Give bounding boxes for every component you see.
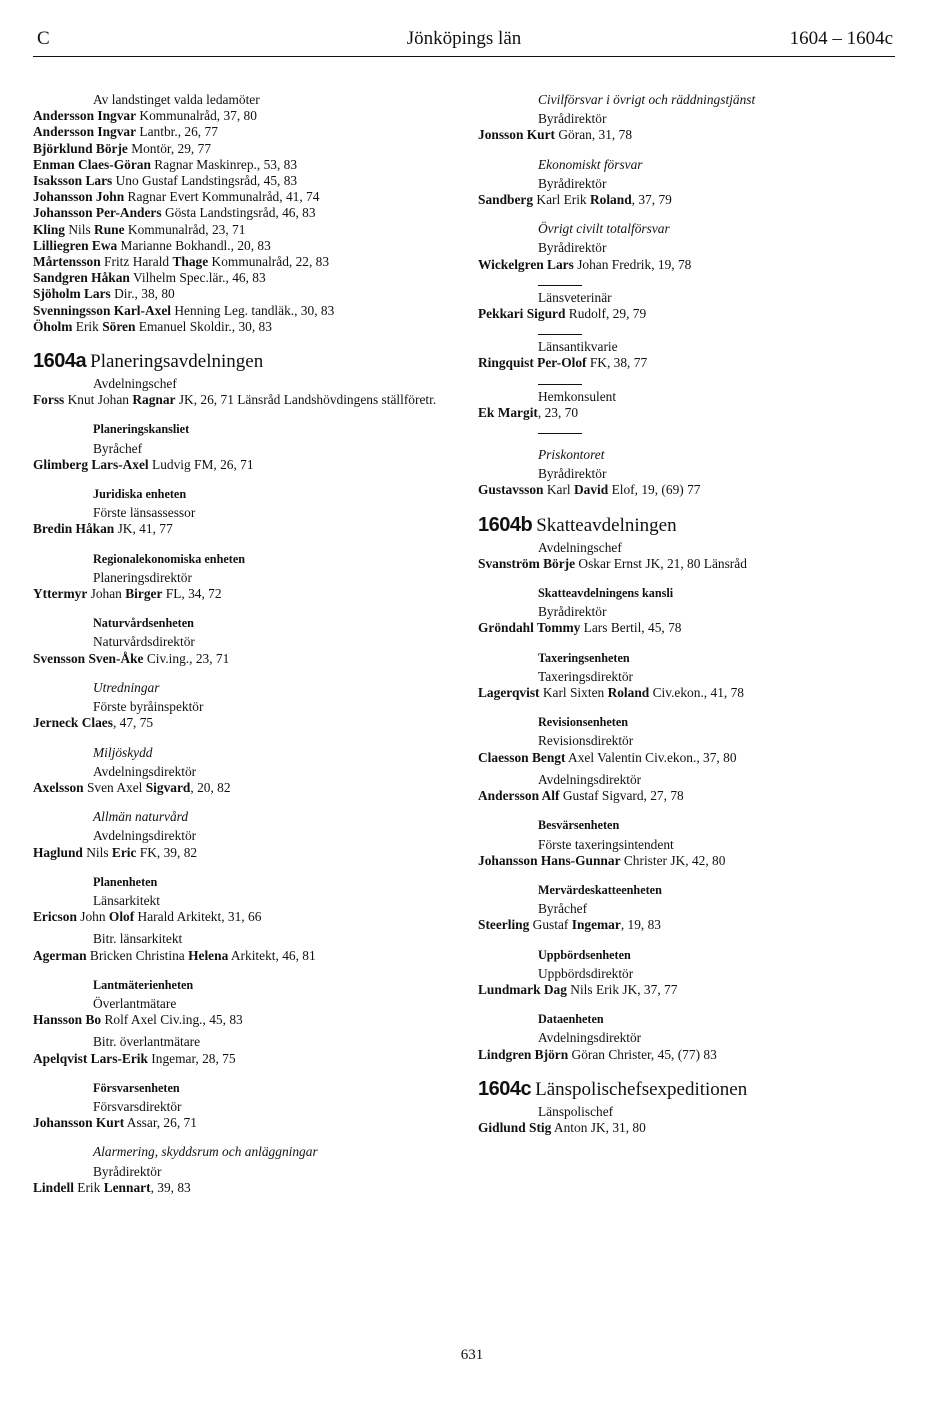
person-entry	[33, 1115, 448, 1131]
section-title: Planeringsavdelningen	[90, 351, 264, 373]
member-entry	[33, 189, 448, 205]
job-title: Avdelningsdirektör	[93, 828, 197, 844]
person-details: Montör, 29, 77	[127, 140, 212, 156]
member-entry	[33, 319, 448, 335]
person-details: Anton JK, 31, 80	[551, 1119, 646, 1135]
unit-heading: Civilförsvar i övrigt och räddningstjänst	[538, 92, 756, 107]
person-details: Gösta Landstingsråd, 46, 83	[161, 205, 316, 221]
person-details: Ludvig FM, 26, 71	[148, 456, 254, 472]
section-number: 1604b	[478, 513, 533, 536]
person-details: Uno Gustaf Landstingsråd, 45, 83	[112, 173, 298, 189]
job-title: Byrådirektör	[538, 240, 607, 256]
job-title: Naturvårdsdirektör	[93, 634, 195, 650]
job-title: Länsantikvarie	[538, 339, 618, 355]
person-name: Lennart	[103, 1179, 151, 1195]
job-title: Förste taxeringsintendent	[538, 836, 674, 852]
person-details: Kommunalråd, 23, 71	[124, 221, 246, 237]
person-name: Lilliegren Ewa	[33, 237, 118, 253]
person-details: Knut Johan	[64, 392, 133, 408]
person-name: Enman Claes-Göran	[33, 156, 151, 172]
section-title: Länspolischefsexpeditionen	[535, 1078, 748, 1100]
person-details: Kommunalråd, 22, 83	[208, 254, 330, 270]
person-entry	[33, 521, 448, 537]
job-title: Avdelningsdirektör	[538, 1030, 642, 1046]
person-details: Axel Valentin Civ.ekon., 37, 80	[565, 749, 737, 765]
unit-heading: Skatteavdelningens kansli	[538, 586, 674, 601]
person-details: Vilhelm Spec.lär., 46, 83	[129, 270, 266, 286]
separator-rule	[538, 384, 582, 385]
person-name: Gidlund Stig	[478, 1119, 552, 1135]
person-name: Bredin Håkan	[33, 521, 115, 537]
person-entry	[478, 482, 898, 498]
person-entry	[478, 1047, 898, 1063]
person-details: Lantbr., 26, 77	[136, 124, 218, 140]
person-details: FK, 38, 77	[586, 355, 648, 371]
person-name: Johansson Per-Anders	[33, 205, 162, 221]
person-details: Nils	[65, 221, 95, 237]
section-title: Skatteavdelningen	[536, 514, 677, 536]
person-name: David	[574, 482, 609, 498]
person-name: Thage	[172, 254, 209, 270]
person-details: Göran, 31, 78	[555, 127, 633, 143]
person-entry	[478, 405, 898, 421]
job-title: Byråchef	[93, 440, 143, 456]
unit-heading: Regionalekonomiska enheten	[93, 551, 246, 566]
job-title: Länsarkitekt	[93, 892, 160, 908]
list-intro: Av landstinget valda ledamöter	[93, 92, 260, 107]
section-number: 1604a	[33, 350, 87, 373]
head-title: Avdelningschef	[93, 376, 177, 392]
section-1604a-heading	[33, 349, 448, 374]
head-title: Länspolischef	[538, 1103, 614, 1119]
person-name: Andersson Alf	[478, 788, 560, 804]
person-name: Lundmark Dag	[478, 981, 567, 997]
unit-heading: Lantmäterienheten	[93, 977, 194, 992]
member-entry	[33, 286, 448, 302]
unit-heading: Planenheten	[93, 874, 158, 889]
header-title: Jönköpings län	[406, 28, 522, 49]
person-entry	[478, 192, 898, 208]
person-details: Gustaf	[529, 917, 572, 933]
header-letter: C	[37, 28, 50, 49]
job-title: Byrådirektör	[538, 466, 607, 482]
member-entry	[33, 173, 448, 189]
person-details: JK, 41, 77	[114, 521, 173, 537]
head-title: Avdelningschef	[538, 539, 622, 555]
job-title: Byrådirektör	[538, 111, 607, 127]
member-entry	[33, 238, 448, 254]
person-name: Svenningsson Karl-Axel	[33, 302, 172, 318]
unit-heading: Försvarsenheten	[93, 1080, 180, 1095]
head-entry	[478, 1120, 898, 1136]
job-title: Avdelningsdirektör	[93, 763, 197, 779]
person-name: Ek Margit	[478, 404, 538, 420]
person-details: FK, 39, 82	[136, 844, 198, 860]
person-entry	[33, 909, 448, 925]
person-name: Jerneck Claes	[33, 715, 113, 731]
unit-heading: Juridiska enheten	[93, 487, 187, 502]
job-title: Försvarsdirektör	[93, 1098, 182, 1114]
person-name: Johansson Hans-Gunnar	[478, 852, 621, 868]
job-title: Överlantmätare	[93, 995, 177, 1011]
person-name: Andersson Ingvar	[33, 108, 137, 124]
person-name: Apelqvist Lars-Erik	[33, 1050, 148, 1066]
header-range: 1604 – 1604c	[789, 28, 893, 49]
person-details: Sven Axel	[83, 779, 146, 795]
person-details: John	[76, 909, 109, 925]
person-details: Henning Leg. tandläk., 30, 83	[171, 302, 335, 318]
person-details: Christer JK, 42, 80	[620, 852, 726, 868]
person-entry	[478, 127, 898, 143]
member-entry	[33, 270, 448, 286]
person-name: Johansson Kurt	[33, 1115, 125, 1131]
person-name: Lindgren Björn	[478, 1046, 569, 1062]
person-entry	[478, 620, 898, 636]
unit-heading: Naturvårdsenheten	[93, 616, 194, 631]
person-details: Bricken Christina	[86, 947, 189, 963]
job-title: Avdelningsdirektör	[538, 771, 642, 787]
person-name: Ringquist Per-Olof	[478, 355, 587, 371]
member-entry	[33, 303, 448, 319]
person-entry	[478, 788, 898, 804]
person-details: Dir., 38, 80	[110, 286, 175, 302]
person-name: Roland	[607, 685, 650, 701]
unit-heading: Planeringskansliet	[93, 422, 190, 437]
member-entry	[33, 222, 448, 238]
person-name: Öholm	[33, 318, 73, 334]
person-name: Wickelgren Lars	[478, 256, 574, 272]
job-title: Bitr. överlantmätare	[93, 1034, 201, 1050]
person-details: Erik	[73, 1179, 104, 1195]
person-entry	[33, 1180, 448, 1196]
person-name: Sjöholm Lars	[33, 286, 111, 302]
person-details: Rolf Axel Civ.ing., 45, 83	[101, 1012, 243, 1028]
person-name: Mårtensson	[33, 254, 101, 270]
person-name: Gröndahl Tommy	[478, 620, 581, 636]
separator-rule	[538, 285, 582, 286]
person-name: Kling	[33, 221, 65, 237]
person-details: JK, 26, 71 Länsråd Landshövdingens ställföretr.	[175, 392, 437, 408]
person-entry	[478, 685, 898, 701]
person-name: Claesson Bengt	[478, 749, 566, 765]
person-details: , 20, 82	[190, 779, 231, 795]
person-entry	[478, 306, 898, 322]
person-entry	[33, 1051, 448, 1067]
person-details: Emanuel Skoldir., 30, 83	[135, 318, 272, 334]
person-details: FL, 34, 72	[162, 586, 222, 602]
person-details: Fritz Harald	[100, 254, 173, 270]
unit-heading: Alarmering, skyddsrum och anläggningar	[93, 1144, 318, 1160]
job-title: Taxeringsdirektör	[538, 668, 633, 684]
person-name: Sandgren Håkan	[33, 270, 130, 286]
person-details: Civ.ekon., 41, 78	[649, 685, 744, 701]
unit-heading: Övrigt civilt totalförsvar	[538, 221, 670, 237]
job-title: Förste länsassessor	[93, 505, 196, 521]
person-details: , 39, 83	[150, 1179, 191, 1195]
person-details: , 37, 79	[631, 192, 672, 208]
person-details: Nils Erik JK, 37, 77	[566, 981, 678, 997]
person-name: Sigvard	[145, 779, 191, 795]
member-entry	[33, 157, 448, 173]
person-entry	[478, 750, 898, 766]
person-details: Elof, 19, (69) 77	[608, 482, 701, 498]
person-details: Marianne Bokhandl., 20, 83	[117, 237, 271, 253]
person-entry	[478, 355, 898, 371]
person-name: Forss	[33, 392, 65, 408]
left-column	[33, 92, 448, 1196]
person-name: Birger	[125, 586, 163, 602]
member-entry	[33, 205, 448, 221]
section-number: 1604c	[478, 1077, 532, 1100]
unit-heading: Priskontoret	[538, 447, 605, 463]
job-title: Revisionsdirektör	[538, 733, 634, 749]
person-details: Assar, 26, 71	[124, 1115, 197, 1131]
person-details: Nils	[82, 844, 112, 860]
separator-rule	[538, 433, 582, 434]
person-entry	[33, 457, 448, 473]
person-details: , 23, 70	[537, 404, 579, 420]
separator-rule	[538, 334, 582, 335]
person-details: Oskar Ernst JK, 21, 80 Länsråd	[575, 555, 747, 571]
person-details: Arkitekt, 46, 81	[228, 947, 316, 963]
person-entry	[33, 715, 448, 731]
head-entry	[478, 556, 898, 572]
person-name: Sören	[102, 318, 136, 334]
section-1604b-heading	[478, 513, 898, 538]
member-entry	[33, 108, 448, 124]
member-entry	[33, 141, 448, 157]
job-title: Förste byråinspektör	[93, 699, 204, 715]
section-1604c-heading	[478, 1077, 898, 1102]
person-details: , 19, 83	[620, 917, 661, 933]
person-name: Glimberg Lars-Axel	[33, 456, 149, 472]
job-title: Byrådirektör	[93, 1163, 162, 1179]
person-name: Jonsson Kurt	[478, 127, 556, 143]
person-name: Ingemar	[571, 917, 621, 933]
unit-heading: Uppbördsenheten	[538, 947, 631, 962]
person-entry	[478, 257, 898, 273]
person-entry	[33, 780, 448, 796]
person-entry	[33, 948, 448, 964]
person-entry	[478, 917, 898, 933]
person-name: Steerling	[478, 917, 530, 933]
person-name: Yttermyr	[33, 586, 88, 602]
job-title: Bitr. länsarkitekt	[93, 931, 183, 947]
person-name: Agerman	[33, 947, 87, 963]
page-number: 631	[460, 1347, 484, 1363]
person-name: Svensson Sven-Åke	[33, 650, 144, 666]
person-name: Isaksson Lars	[33, 173, 113, 189]
member-entry	[33, 254, 448, 270]
job-title: Planeringsdirektör	[93, 569, 192, 585]
person-entry	[33, 845, 448, 861]
person-name: Hansson Bo	[33, 1012, 102, 1028]
person-details: Rudolf, 29, 79	[565, 306, 647, 322]
person-details: Ingemar, 28, 75	[147, 1050, 236, 1066]
unit-heading: Taxeringsenheten	[538, 650, 630, 665]
job-title: Hemkonsulent	[538, 388, 617, 404]
person-entry	[33, 651, 448, 667]
person-name: Lagerqvist	[478, 685, 540, 701]
person-name: Svanström Börje	[478, 555, 576, 571]
person-details: Karl	[543, 482, 574, 498]
person-details: Karl Sixten	[539, 685, 608, 701]
unit-heading: Ekonomiskt försvar	[538, 156, 643, 172]
person-name: Axelsson	[33, 779, 84, 795]
person-name: Gustavsson	[478, 482, 544, 498]
right-column	[478, 92, 898, 1136]
person-name: Eric	[111, 844, 137, 860]
person-name: Johansson John	[33, 189, 125, 205]
person-name: Andersson Ingvar	[33, 124, 137, 140]
person-entry	[33, 1012, 448, 1028]
unit-heading: Allmän naturvård	[93, 809, 189, 825]
person-details: Johan Fredrik, 19, 78	[573, 256, 692, 272]
head-entry	[33, 392, 448, 408]
job-title: Länsveterinär	[538, 289, 612, 305]
person-details: Kommunalråd, 37, 80	[136, 108, 257, 124]
person-details: Gustaf Sigvard, 27, 78	[559, 788, 684, 804]
person-name: Ericson	[33, 909, 77, 925]
person-entry	[33, 586, 448, 602]
running-header	[33, 22, 895, 57]
job-title: Byrådirektör	[538, 175, 607, 191]
person-details: Erik	[72, 318, 103, 334]
person-details: Göran Christer, 45, (77) 83	[568, 1046, 717, 1062]
person-name: Helena	[188, 947, 229, 963]
person-details: Harald Arkitekt, 31, 66	[134, 909, 262, 925]
person-name: Lindell	[33, 1179, 74, 1195]
person-details: , 47, 75	[112, 715, 154, 731]
person-name: Ragnar	[132, 392, 176, 408]
person-details: Karl Erik	[533, 192, 590, 208]
member-entry	[33, 124, 448, 140]
person-name: Sandberg	[478, 192, 534, 208]
unit-heading: Utredningar	[93, 679, 160, 695]
unit-heading: Dataenheten	[538, 1012, 604, 1027]
job-title: Byrådirektör	[538, 604, 607, 620]
person-name: Haglund	[33, 844, 83, 860]
person-name: Olof	[108, 909, 135, 925]
person-entry	[478, 853, 898, 869]
person-name: Pekkari Sigurd	[478, 306, 566, 322]
person-details: Ragnar Maskinrep., 53, 83	[150, 156, 298, 172]
unit-heading: Mervärdeskatteenheten	[538, 882, 662, 897]
job-title: Byråchef	[538, 901, 588, 917]
person-details: Lars Bertil, 45, 78	[580, 620, 682, 636]
unit-heading: Miljöskydd	[93, 744, 153, 760]
person-name: Roland	[589, 192, 632, 208]
job-title: Uppbördsdirektör	[538, 965, 634, 981]
person-entry	[478, 982, 898, 998]
person-name: Rune	[94, 221, 125, 237]
person-details: Civ.ing., 23, 71	[143, 650, 230, 666]
person-name: Björklund Börje	[33, 140, 128, 156]
unit-heading: Revisionsenheten	[538, 715, 629, 730]
unit-heading: Besvärsenheten	[538, 818, 620, 833]
person-details: Ragnar Evert Kommunalråd, 41, 74	[124, 189, 320, 205]
person-details: Johan	[87, 586, 126, 602]
